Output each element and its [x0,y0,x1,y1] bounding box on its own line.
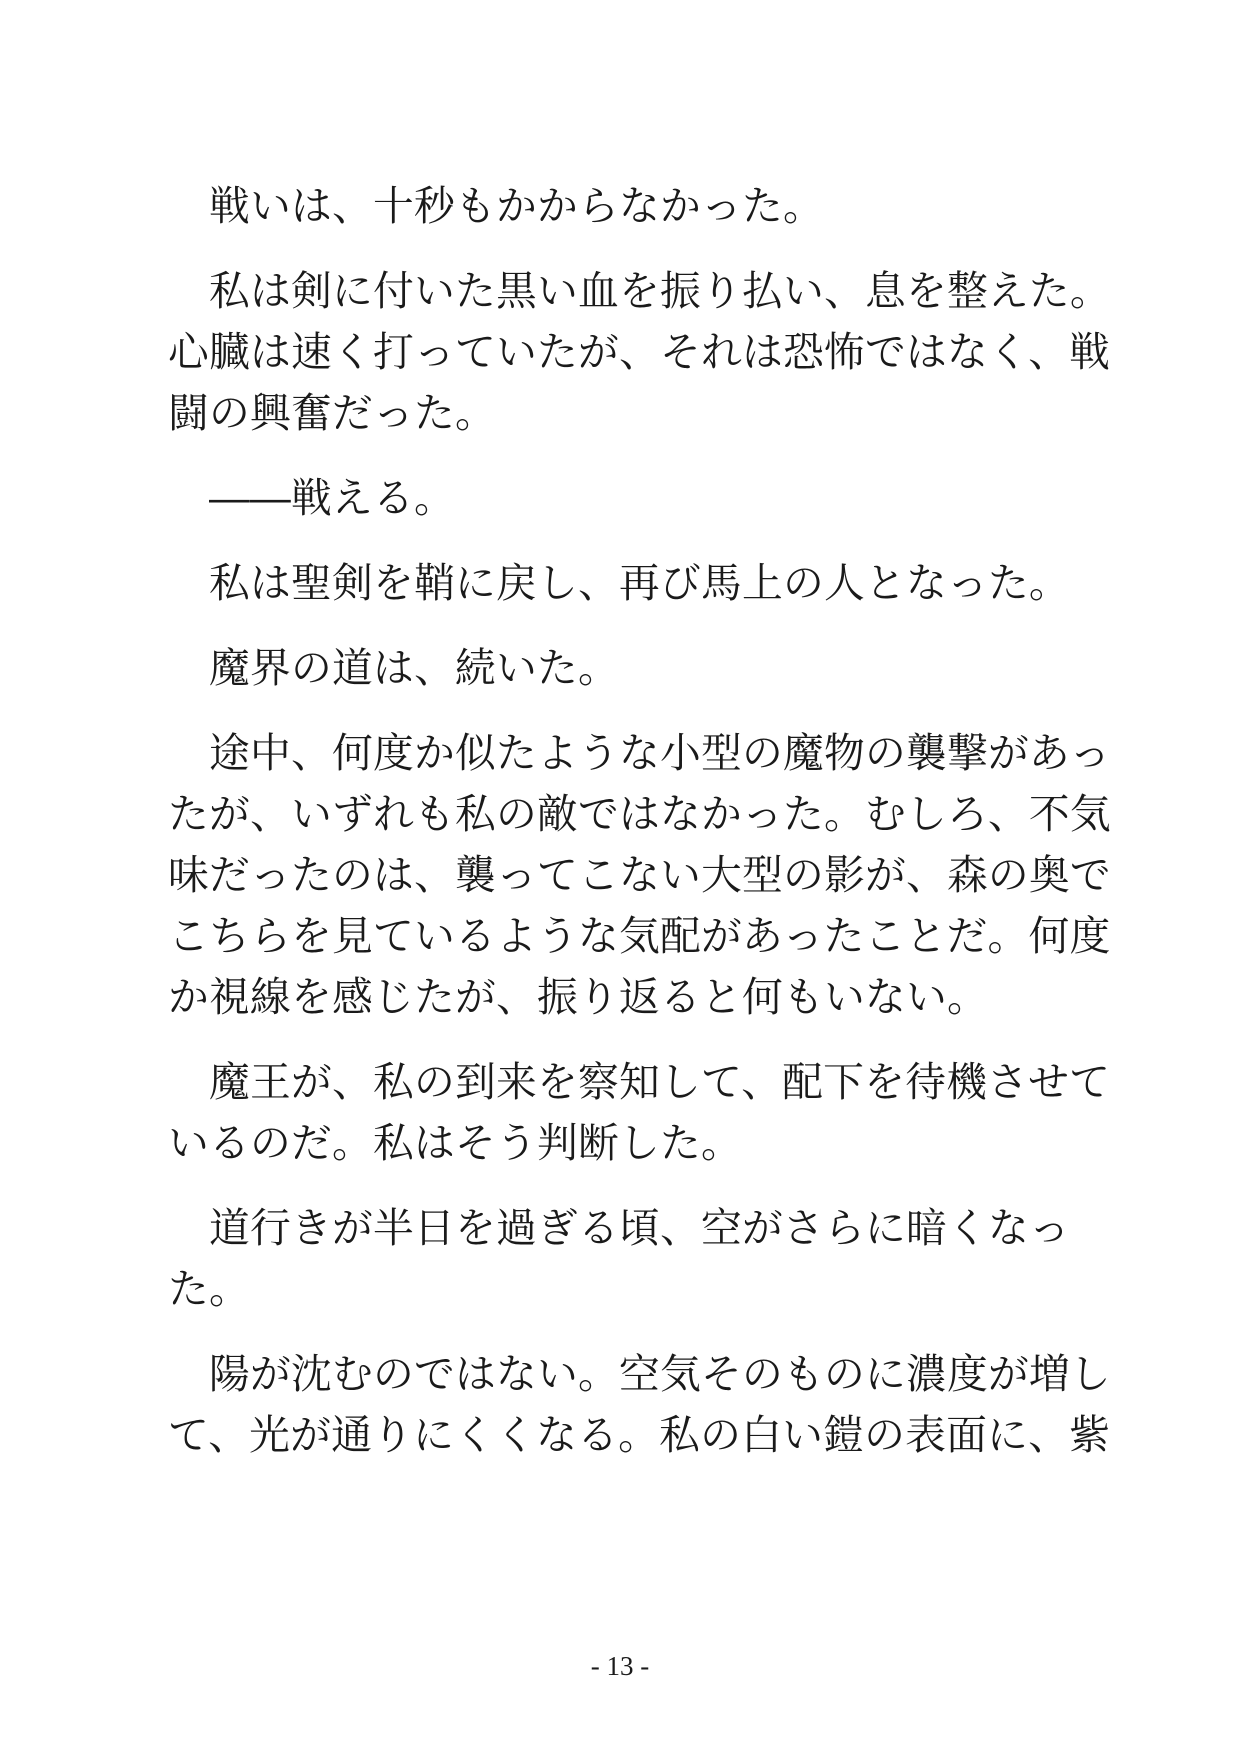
paragraph [168,553,1088,614]
text-line: 途中、何度か似たような小型の魔物の襲撃があっ [209,729,1111,777]
text-line: 魔界の道は、続いた。 [209,644,619,692]
page-number: - 13 - [590,1651,650,1681]
text-line: 味だったのは、襲ってこない大型の影が、森の奥で [168,851,1111,899]
text-line: こちらを見ているような気配があったことだ。何度 [168,912,1111,960]
paragraph [168,176,1088,237]
text-line: たが、いずれも私の敵ではなかった。むしろ、不気 [168,790,1111,838]
text-line: 陽が沈むのではない。空気そのものに濃度が増し [209,1350,1111,1398]
text-line: て、光が通りにくくなる。私の白い鎧の表面に、紫 [168,1411,1111,1459]
paragraph [168,1198,1088,1320]
text-line: 心臓は速く打っていたが、それは恐怖ではなく、戦 [168,328,1111,376]
text-line: いるのだ。私はそう判断した。 [168,1119,742,1167]
paragraph [168,468,1088,529]
text-line: か視線を感じたが、振り返ると何もいない。 [168,973,988,1021]
text-line: 戦いは、十秒もかからなかった。 [209,182,824,230]
text-line: 魔王が、私の到来を察知して、配下を待機させて [209,1058,1111,1106]
text-line: 道行きが半日を過ぎる頃、空がさらに暗くなっ [209,1204,1070,1252]
paragraph [168,261,1111,444]
paragraph [168,1344,1111,1466]
text-line: 私は聖剣を鞘に戻し、再び馬上の人となった。 [209,559,1070,607]
text-line: 私は剣に付いた黒い血を振り払い、息を整えた。 [209,267,1111,315]
paragraph [168,1052,1111,1174]
text-line: 闘の興奮だった。 [168,389,496,437]
text-line: ――戦える。 [209,474,455,522]
body-text [168,176,1111,1490]
text-line: た。 [168,1265,250,1313]
paragraph [168,723,1111,1028]
paragraph [168,638,1088,699]
